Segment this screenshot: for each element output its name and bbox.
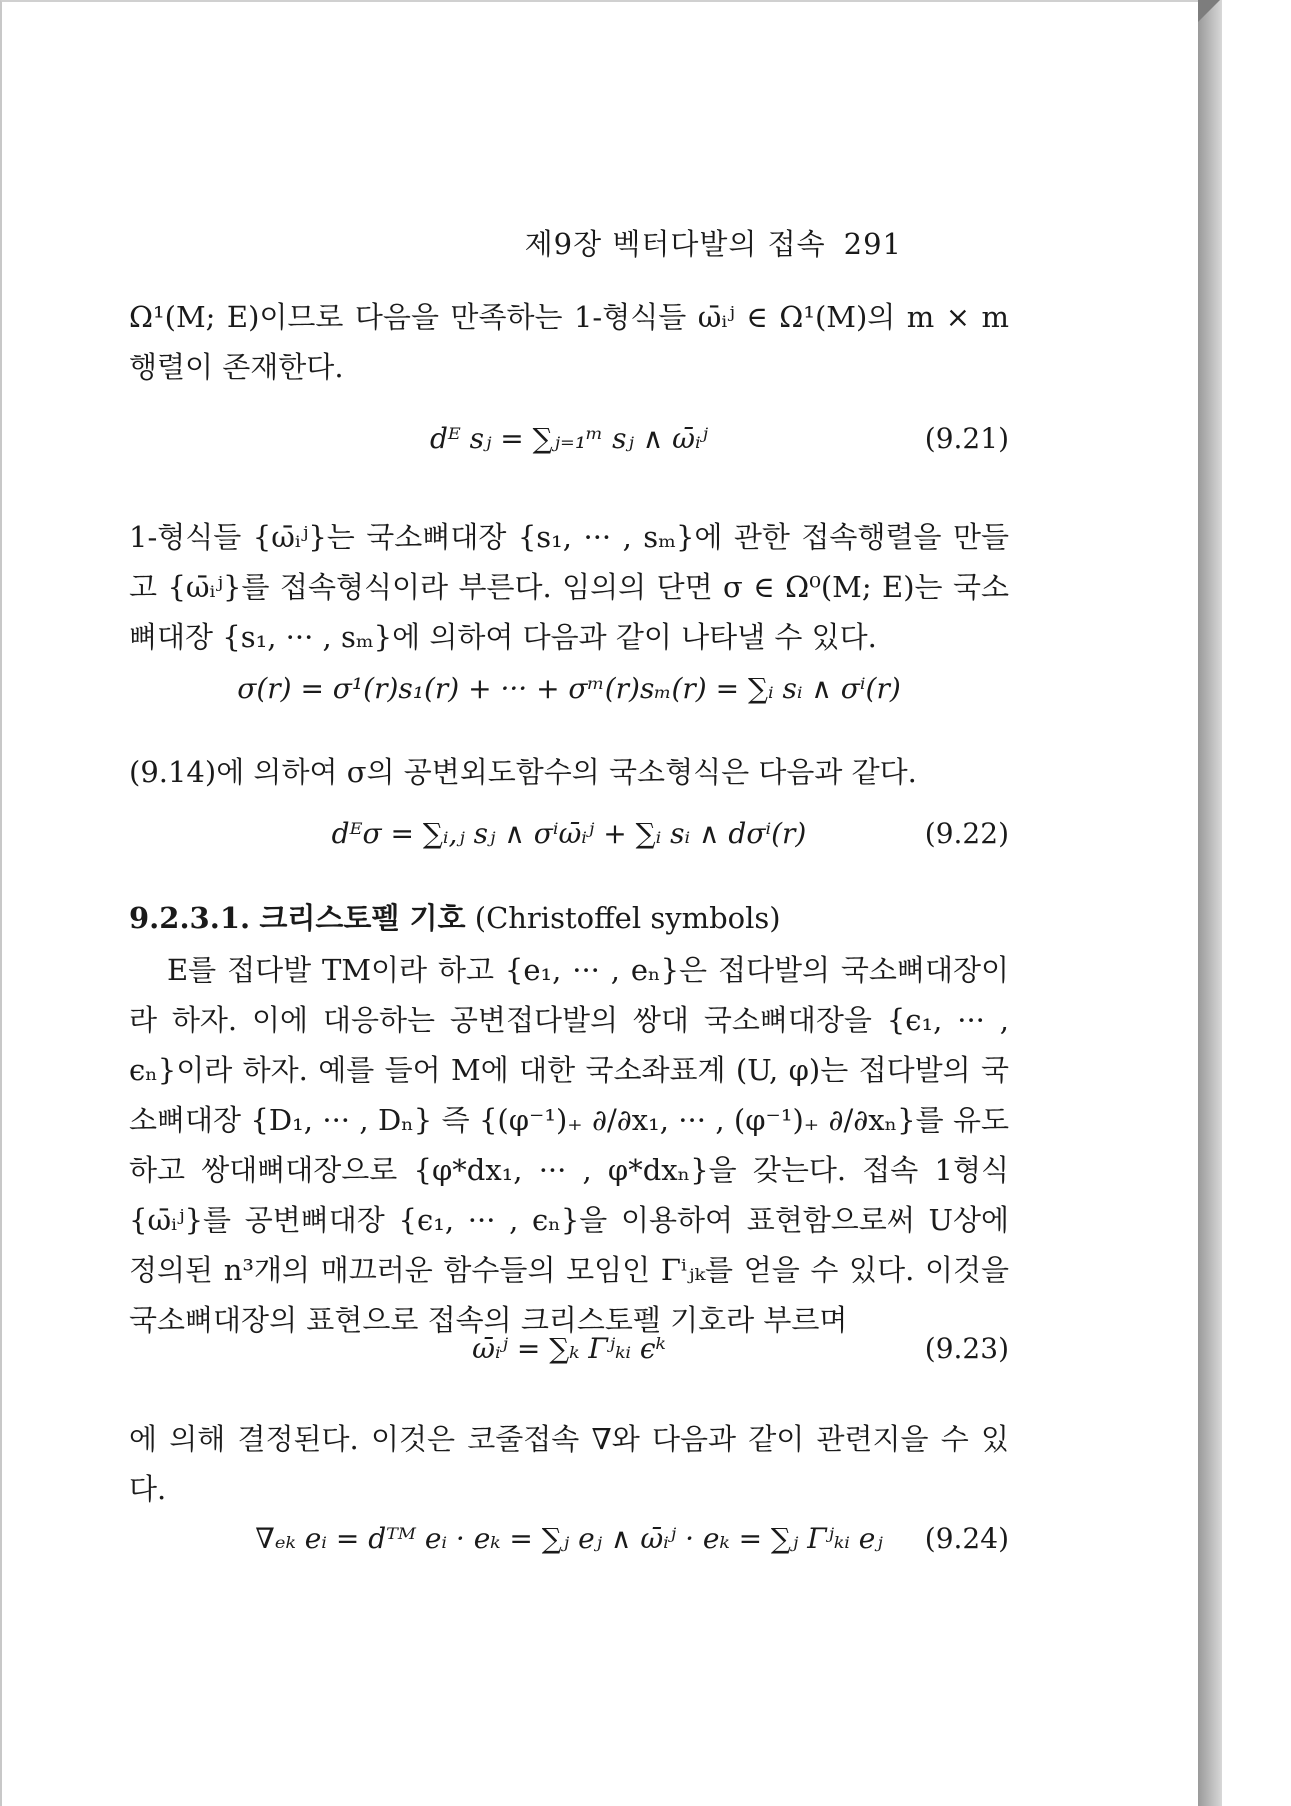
running-header (525, 222, 902, 263)
section-number: 9.2.3.1. (129, 901, 251, 935)
equation-body: σ(r) = σ¹(r)s₁(r) + ··· + σᵐ(r)sₘ(r) = ∑ᵢ sᵢ ∧ σⁱ(r) (237, 672, 901, 705)
equation-sigma (129, 672, 1009, 705)
equation-9-22 (129, 817, 1009, 850)
chapter-title: 제9장 벡터다발의 접속 (524, 227, 826, 261)
page-edge-shadow (1198, 0, 1222, 1806)
section-title-en: (Christoffel symbols) (474, 901, 781, 935)
paragraph-5: 에 의해 결정된다. 이것은 코줄접속 ∇와 다음과 같이 관련지을 수 있다. (129, 1422, 1009, 1506)
paragraph-2: 1-형식들 {ω̄ᵢʲ}는 국소뼈대장 {s₁, ··· , sₘ}에 관한 접속행렬을 만들고 {ω̄ᵢʲ}를 접속형식이라 부른다. 임의의 단면 σ ∈ Ω⁰(M; E)는 국소뼈대장 {s₁, ··· , sₘ}에 의하여 다음과 같이 나타낼 수 있다. (129, 520, 1009, 654)
equation-body: dᴱ sⱼ = ∑ⱼ₌₁ᵐ sⱼ ∧ ω̄ᵢʲ (429, 422, 709, 455)
equation-body: ω̄ᵢʲ = ∑ₖ Γʲₖᵢ ϵᵏ (472, 1332, 666, 1365)
equation-9-21 (129, 422, 1009, 455)
paragraph-4: E를 접다발 TM이라 하고 {e₁, ··· , eₙ}은 접다발의 국소뼈대장이라 하자. 이에 대응하는 공변접다발의 쌍대 국소뼈대장을 {ϵ₁, ··· , ϵₙ}이라 하자. 예를 들어 M에 대한 국소좌표계 (U, φ)는 접다발의 국소뼈대장 {D₁, ··· , Dₙ} 즉 {(φ⁻¹)₊ ∂/∂x₁, ··· , (φ⁻¹)₊ ∂/∂xₙ}를 유도하고 쌍대뼈대장으로 {φ*dx₁, ··· , φ*dxₙ}을 갖는다. 접속 1형식 {ω̄ᵢʲ}를 공변뼈대장 {ϵ₁, ··· , ϵₙ}을 이용하여 표현함으로써 U상에 정의된 n³개의 매끄러운 함수들의 모임인 Γⁱⱼₖ를 얻을 수 있다. 이것을 국소뼈대장의 표현으로 접속의 크리스토펠 기호라 부르며 (129, 953, 1009, 1337)
paragraph-1: Ω¹(M; E)이므로 다음을 만족하는 1-형식들 ω̄ᵢʲ ∈ Ω¹(M)의 m × m 행렬이 존재한다. (129, 300, 1009, 384)
equation-9-24 (129, 1522, 1009, 1555)
section-heading (129, 895, 1009, 941)
page-number: 291 (843, 227, 902, 261)
equation-9-23 (129, 1332, 1009, 1365)
paragraph-3: (9.14)에 의하여 σ의 공변외도함수의 국소형식은 다음과 같다. (129, 755, 917, 789)
equation-number: (9.24) (924, 1522, 1009, 1555)
equation-number: (9.23) (924, 1332, 1009, 1365)
section-title-ko: 크리스토펠 기호 (259, 901, 466, 935)
equation-body: ∇ₑₖ eᵢ = dᵀᴹ eᵢ · eₖ = ∑ⱼ eⱼ ∧ ω̄ᵢʲ · eₖ = ∑ⱼ Γʲₖᵢ eⱼ (255, 1522, 883, 1555)
equation-number: (9.21) (924, 422, 1009, 455)
equation-number: (9.22) (924, 817, 1009, 850)
equation-body: dᴱσ = ∑ᵢ,ⱼ sⱼ ∧ σⁱω̄ᵢʲ + ∑ᵢ sᵢ ∧ dσⁱ(r) (331, 817, 807, 850)
page-corner-fold (1198, 0, 1220, 22)
